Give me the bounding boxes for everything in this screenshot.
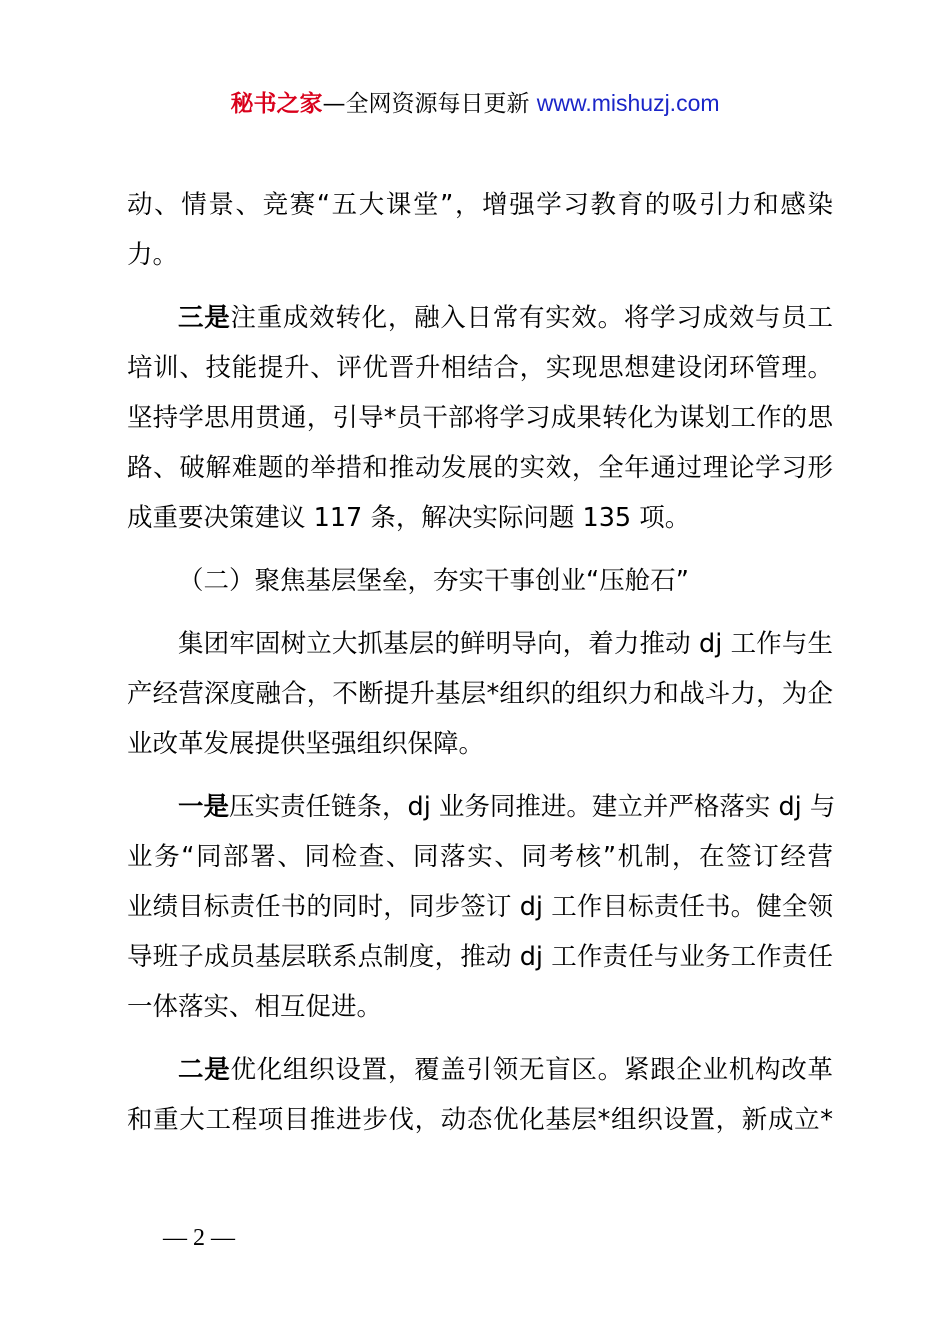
text-line: 动、情景、竞赛“五大课堂”，增强学习教育的吸引力和感染	[127, 190, 833, 220]
paragraph-continuation	[127, 180, 833, 280]
text-line: 成重要决策建议 117 条，解决实际问题 135 项。	[127, 503, 691, 533]
document-body	[127, 180, 836, 1145]
text-line: 集团牢固树立大抓基层的鲜明导向，着力推动 dj 工作与生	[178, 629, 833, 659]
text-line	[127, 293, 833, 343]
text-line: 路、破解难题的举措和推动发展的实效，全年通过理论学习形	[127, 453, 833, 483]
paragraph-lead: 二是	[178, 1055, 231, 1085]
text-line: 力。	[127, 240, 179, 270]
text-line: 一体落实、相互促进。	[127, 992, 383, 1022]
text-line: 导班子成员基层联系点制度，推动 dj 工作责任与业务工作责任	[127, 942, 833, 972]
paragraph-section-intro	[127, 619, 833, 769]
section-heading: （二）聚焦基层堡垒，夯实干事创业“压舱石”	[178, 566, 689, 596]
site-brand: 秘书之家	[230, 91, 323, 117]
text-line: 培训、技能提升、评优晋升相结合，实现思想建设闭环管理。	[127, 353, 833, 383]
text-line: 业绩目标责任书的同时，同步签订 dj 工作目标责任书。健全领	[127, 892, 833, 922]
site-slogan: —全网资源每日更新	[322, 91, 537, 117]
paragraph-lead: 一是	[178, 792, 230, 822]
text-line-rest: 压实责任链条，dj 业务同推进。建立并严格落实 dj 与	[229, 792, 836, 822]
text-line: 产经营深度融合，不断提升基层*组织的组织力和战斗力，为企	[127, 679, 833, 709]
paragraph-first-point	[127, 782, 836, 1032]
text-line: 业改革发展提供坚强组织保障。	[127, 729, 485, 759]
text-line: 坚持学思用贯通，引导*员干部将学习成果转化为谋划工作的思	[127, 403, 833, 433]
text-line: 和重大工程项目推进步伐，动态优化基层*组织设置，新成立*	[127, 1105, 833, 1135]
paragraph-second-point	[127, 1045, 833, 1145]
text-line-rest: 注重成效转化，融入日常有实效。将学习成效与员工	[230, 303, 833, 333]
page-number: — 2 —	[163, 1225, 235, 1251]
text-line	[127, 1045, 833, 1095]
text-line: 业务“同部署、同检查、同落实、同考核”机制，在签订经营	[127, 842, 833, 872]
text-line	[127, 782, 836, 832]
text-line-rest: 优化组织设置，覆盖引领无盲区。紧跟企业机构改革	[230, 1055, 833, 1085]
paragraph-lead: 三是	[178, 303, 231, 333]
paragraph-third-point	[127, 293, 833, 543]
site-url-link[interactable]: www.mishuzj.com	[536, 90, 720, 116]
site-banner	[0, 86, 950, 121]
